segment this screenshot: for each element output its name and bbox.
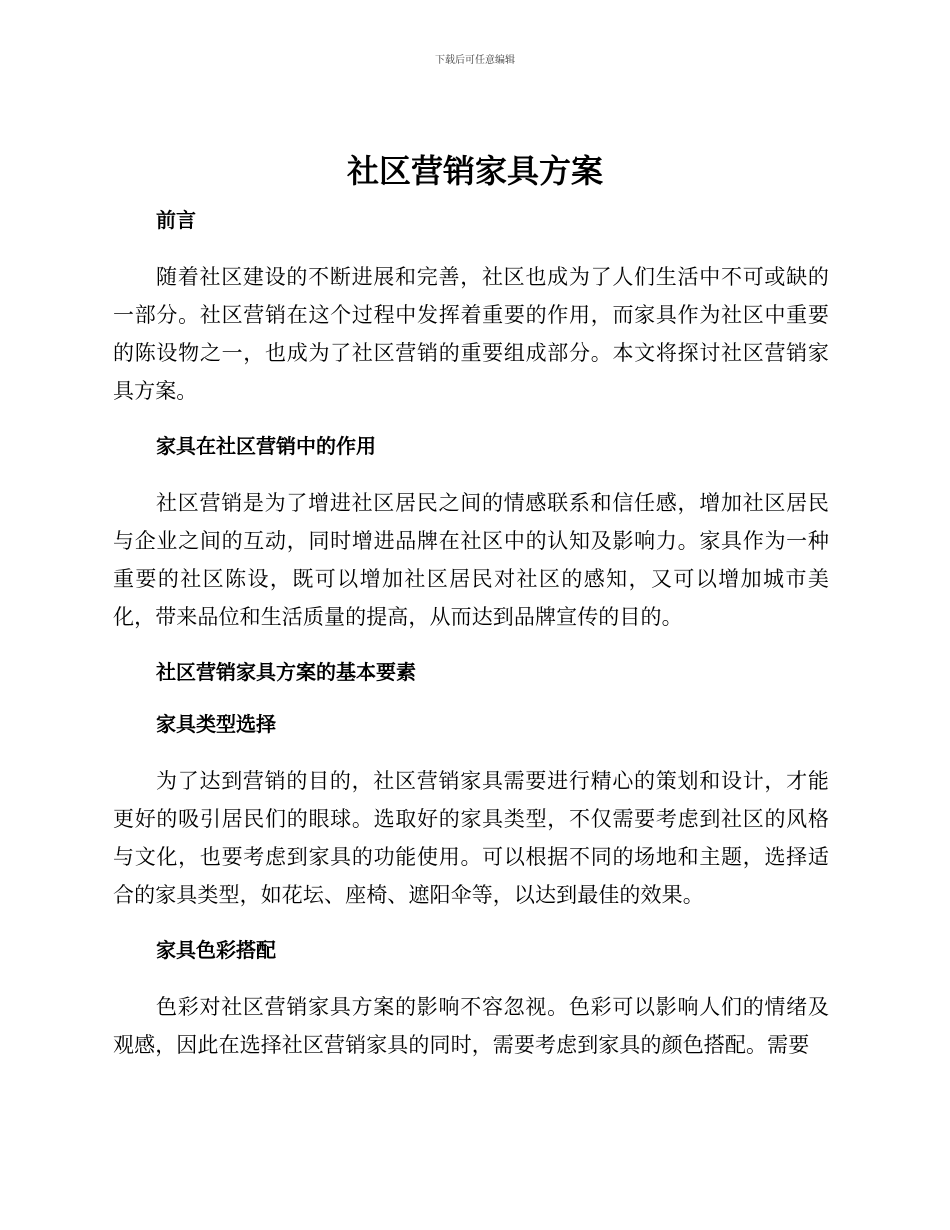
section-heading-role: 家具在社区营销中的作用 xyxy=(156,434,376,458)
document-body xyxy=(113,204,829,1064)
document-title: 社区营销家具方案 xyxy=(346,152,603,190)
section-heading-type: 家具类型选择 xyxy=(156,712,276,736)
section-heading-preface: 前言 xyxy=(156,208,196,232)
header-note: 下载后可任意编辑 xyxy=(435,55,515,66)
paragraph-type: 为了达到营销的目的，社区营销家具需要进行精心的策划和设计，才能更好的吸引居民们的眼球。选取好的家具类型，不仅需要考虑到社区的风格与文化，也要考虑到家具的功能使用。可以根据不同的场地和主题，选择适合的家具类型，如花坛、座椅、遮阳伞等，以达到最佳的效果。 xyxy=(113,769,829,907)
paragraph-preface: 随着社区建设的不断进展和完善，社区也成为了人们生活中不可或缺的一部分。社区营销在这个过程中发挥着重要的作用，而家具作为社区中重要的陈设物之一，也成为了社区营销的重要组成部分。本文将探讨社区营销家具方案。 xyxy=(113,265,829,403)
section-heading-color: 家具色彩搭配 xyxy=(156,938,276,962)
paragraph-role: 社区营销是为了增进社区居民之间的情感联系和信任感，增加社区居民与企业之间的互动，同时增进品牌在社区中的认知及影响力。家具作为一种重要的社区陈设，既可以增加社区居民对社区的感知，又可以增加城市美化，带来品位和生活质量的提高，从而达到品牌宣传的目的。 xyxy=(113,491,829,629)
paragraph-color: 色彩对社区营销家具方案的影响不容忽视。色彩可以影响人们的情绪及观感，因此在选择社区营销家具的同时，需要考虑到家具的颜色搭配。需要 xyxy=(113,995,829,1057)
section-heading-elements: 社区营销家具方案的基本要素 xyxy=(156,660,416,684)
